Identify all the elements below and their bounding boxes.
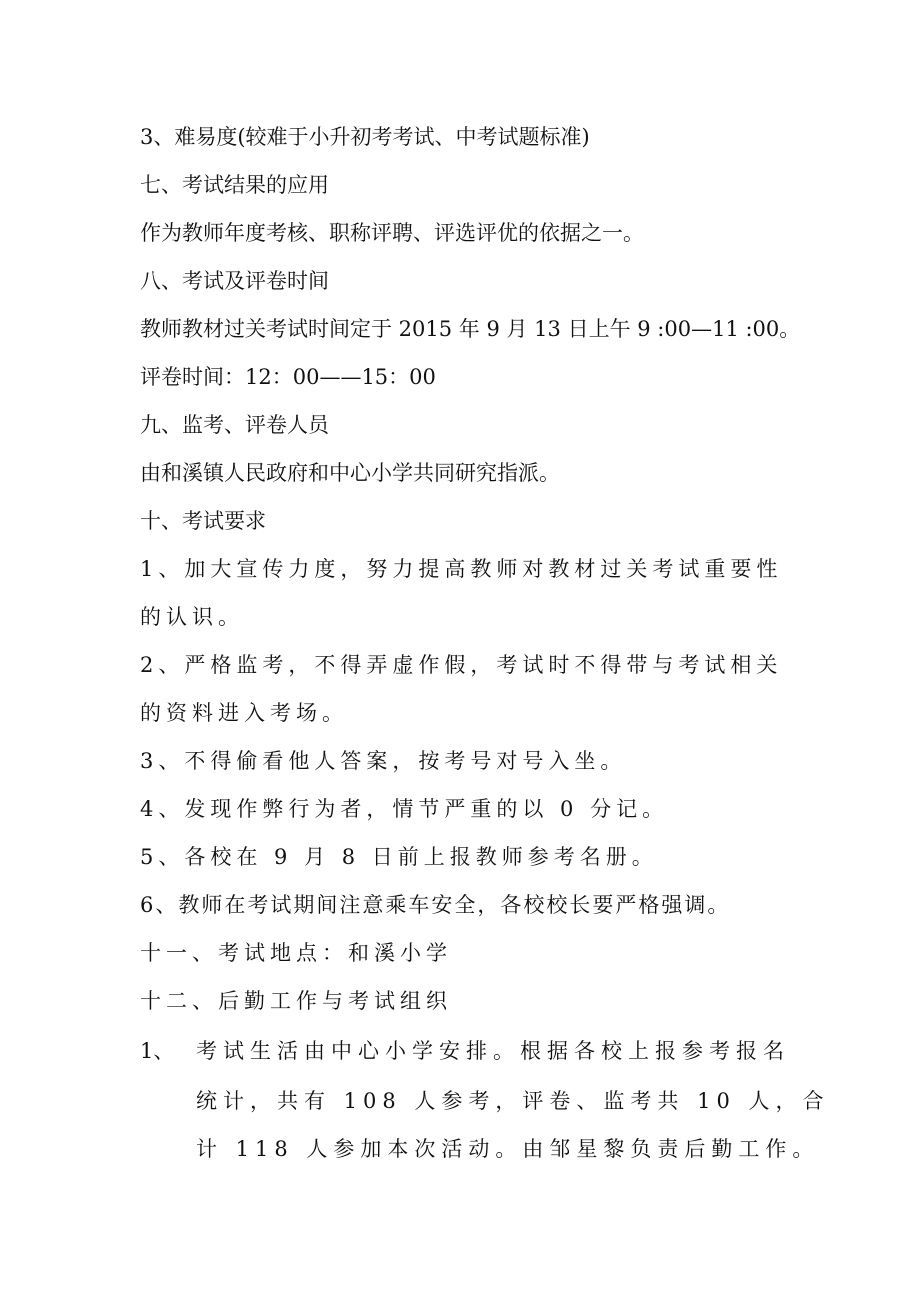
section-9-heading: 九、监考、评卷人员 bbox=[140, 413, 329, 437]
requirement-3: 3、不得偷看他人答案，按考号对号入坐。 bbox=[140, 749, 627, 773]
requirement-2-line-1: 2、严格监考，不得弄虚作假，考试时不得带与考试相关 bbox=[140, 653, 783, 677]
logistics-line-1: 考试生活由中心小学安排。根据各校上报参考报名 bbox=[196, 1039, 790, 1063]
section-8-heading: 八、考试及评卷时间 bbox=[140, 269, 329, 293]
grading-time-line: 评卷时间：12：00——15：00 bbox=[140, 365, 436, 389]
requirement-6: 6、教师在考试期间注意乘车安全，各校校长要严格强调。 bbox=[140, 893, 731, 917]
requirement-4: 4、发现作弊行为者，情节严重的以 0 分记。 bbox=[140, 797, 669, 821]
list-item-marker: 1、 bbox=[140, 1039, 175, 1063]
requirement-2-line-2: 的资料进入考场。 bbox=[140, 701, 348, 725]
requirement-5: 5、各校在 9 月 8 日前上报教师参考名册。 bbox=[140, 845, 658, 869]
section-10-heading: 十、考试要求 bbox=[140, 509, 266, 533]
requirement-1-line-2: 的认识。 bbox=[140, 605, 244, 629]
logistics-line-3: 计 118 人参加本次活动。由邹星黎负责后勤工作。 bbox=[196, 1137, 820, 1161]
difficulty-line: 3、难易度(较难于小升初考考试、中考试题标准) bbox=[140, 125, 590, 149]
logistics-line-2: 统计，共有 108 人参考，评卷、监考共 10 人，合 bbox=[196, 1089, 830, 1113]
exam-time-line: 教师教材过关考试时间定于 2015 年 9 月 13 日上午 9 :00—11 :00。 bbox=[140, 317, 801, 341]
requirement-1-line-1: 1、加大宣传力度，努力提高教师对教材过关考试重要性 bbox=[140, 557, 783, 581]
section-7-heading: 七、考试结果的应用 bbox=[140, 173, 329, 197]
section-9-body: 由和溪镇人民政府和中心小学共同研究指派。 bbox=[140, 461, 560, 485]
section-11-heading: 十一、考试地点：和溪小学 bbox=[140, 941, 452, 965]
section-12-heading: 十二、后勤工作与考试组织 bbox=[140, 989, 452, 1013]
section-7-body: 作为教师年度考核、职称评聘、评选评优的依据之一。 bbox=[140, 221, 644, 245]
